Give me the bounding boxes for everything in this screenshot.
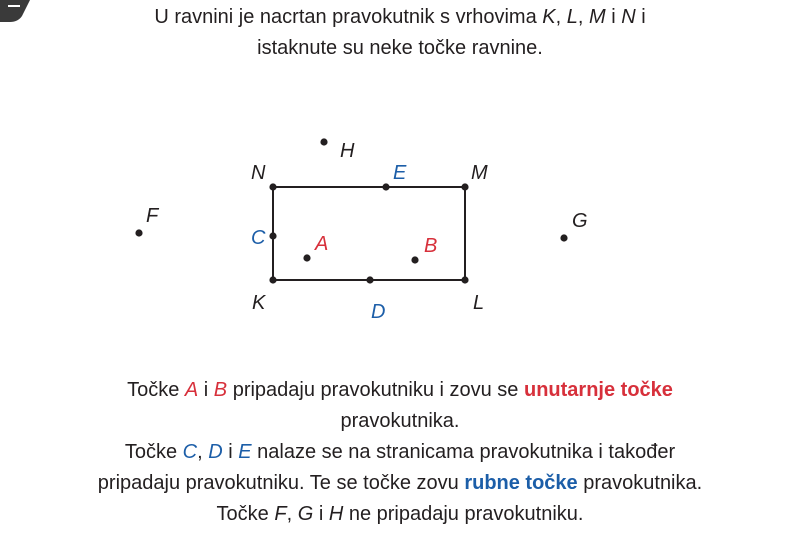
label-f: F — [146, 205, 159, 227]
point-a — [303, 254, 310, 261]
label-a: A — [315, 233, 329, 255]
point-b — [411, 256, 418, 263]
vertex-name-n: N — [621, 6, 636, 28]
label-l: L — [473, 292, 485, 314]
ref-point-c: C — [182, 441, 198, 463]
intro-line-2: istaknute su neke točke ravnine. — [257, 37, 543, 59]
label-g: G — [572, 210, 588, 232]
point-c — [269, 232, 276, 239]
vertex-name-l: L — [566, 6, 578, 28]
term-interior-points: unutarnje točke — [523, 379, 673, 401]
point-m — [461, 183, 468, 190]
vertex-name-m: M — [588, 6, 606, 28]
label-e: E — [393, 162, 407, 184]
label-h: H — [340, 140, 355, 162]
label-b: B — [424, 235, 438, 257]
ref-point-h: H — [328, 503, 344, 525]
ref-point-b: B — [213, 379, 228, 401]
term-boundary-points: rubne točke — [464, 472, 578, 494]
label-m: M — [471, 162, 488, 184]
point-h — [320, 138, 327, 145]
intro-line-1: U ravnini je nacrtan pravokutnik s vrhovima K, L, M i N i — [154, 6, 646, 28]
label-k: K — [252, 292, 266, 314]
explanation-line-2: pravokutnika. — [340, 410, 460, 432]
point-l — [461, 276, 468, 283]
label-c: C — [251, 227, 266, 249]
ref-point-g: G — [297, 503, 314, 525]
label-d: D — [371, 301, 386, 323]
point-f — [135, 229, 142, 236]
point-n — [269, 183, 276, 190]
intro-text — [0, 2, 800, 64]
ref-point-e: E — [238, 441, 252, 463]
explanation-text — [0, 375, 800, 530]
explanation-line-4: pripadaju pravokutniku. Te se točke zovu rubne točke pravokutnika. — [97, 472, 703, 494]
explanation-line-3: Točke C, D i E nalaze se na stranicama pravokutnika i također — [124, 441, 676, 463]
rectangle-diagram — [0, 120, 800, 340]
rectangle-klmn — [273, 187, 465, 280]
label-n: N — [251, 162, 266, 184]
vertex-name-k: K — [542, 6, 556, 28]
explanation-line-5: Točke F, G i H ne pripadaju pravokutniku. — [216, 503, 584, 525]
point-k — [269, 276, 276, 283]
point-g — [560, 234, 567, 241]
ref-point-a: A — [184, 379, 199, 401]
point-e — [382, 183, 389, 190]
point-d — [366, 276, 373, 283]
explanation-line-1: Točke A i B pripadaju pravokutniku i zovu se unutarnje točke — [127, 379, 673, 401]
ref-point-d: D — [208, 441, 223, 463]
ref-point-f: F — [274, 503, 287, 525]
